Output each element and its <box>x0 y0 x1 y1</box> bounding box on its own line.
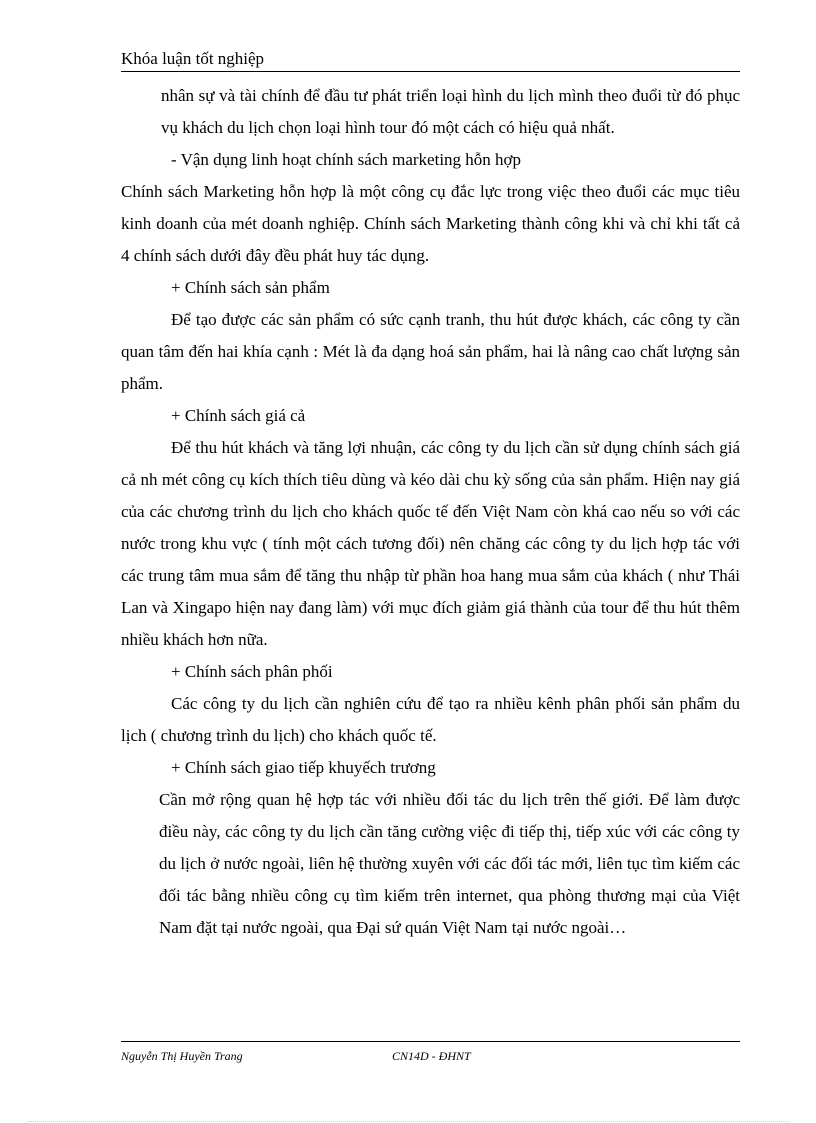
heading-promotion-policy: + Chính sách giao tiếp khuyếch trương <box>171 758 436 777</box>
page-header-title: Khóa luận tốt nghiệp <box>121 49 265 68</box>
paragraph-promotion-policy: Cần mở rộng quan hệ hợp tác với nhiều đối tác du lịch trên thế giới. Để làm được điều này, các công ty du lịch cần tăng cường việc đi tiếp thị, tiếp xúc với các công ty du lịch ở nước ngoài, liên hệ thường xuyên với các đối tác mới, liên tục tìm kiếm các đối tác bằng nhiều công cụ tìm kiếm trên internet, qua phòng thương mại của Việt Nam đặt tại nước ngoài, qua Đại sứ quán Việt Nam tại nước ngoài… <box>159 790 740 937</box>
heading-price-policy: + Chính sách giá cả <box>171 406 306 425</box>
paragraph-price-policy: Để thu hút khách và tăng lợi nhuận, các công ty du lịch cần sử dụng chính sách giá cả nh mét công cụ kích thích tiêu dùng và kéo dài chu kỳ sống của sản phẩm. Hiện nay giá của các chương trình du lịch cho khách quốc tế đến Việt Nam còn khá cao nếu so với các nước trong khu vực ( tính một cách tương đối) nên chăng các công ty du lịch hợp tác với các trung tâm mua sắm để tăng thu nhập từ phần hoa hang mua sắm của khách ( như Thái Lan và Xingapo hiện nay đang làm) với mục đích giảm giá thành của tour để thu hút thêm nhiều khách hơn nữa. <box>121 438 740 649</box>
document-body <box>121 80 740 944</box>
paragraph-marketing-mix: Chính sách Marketing hỗn hợp là một công cụ đắc lực trong việc theo đuổi các mục tiêu kinh doanh của mét doanh nghiệp. Chính sách Marketing thành công khi và chỉ khi tất cả 4 chính sách dưới đây đều phát huy tác dụng. <box>121 182 740 265</box>
header-divider <box>121 71 740 72</box>
paragraph-continuation: nhân sự và tài chính để đầu tư phát triển loại hình du lịch mình theo đuổi từ đó phục vụ khách du lịch chọn loại hình tour đó một cách có hiệu quả nhất. <box>161 86 740 137</box>
paragraph-distribution-policy: Các công ty du lịch cần nghiên cứu để tạo ra nhiều kênh phân phối sản phẩm du lịch ( chương trình du lịch) cho khách quốc tế. <box>121 694 740 745</box>
footer-author: Nguyễn Thị Huyền Trang <box>121 1049 243 1063</box>
page-bottom-edge <box>28 1121 788 1122</box>
footer-class-code: CN14D - ĐHNT <box>392 1049 471 1063</box>
heading-product-policy: + Chính sách sản phẩm <box>171 278 330 297</box>
section-heading-marketing-mix: - Vận dụng linh hoạt chính sách marketing hỗn hợp <box>171 150 522 169</box>
paragraph-product-policy: Để tạo được các sản phẩm có sức cạnh tranh, thu hút được khách, các công ty cần quan tâm đến hai khía cạnh : Mét là đa dạng hoá sản phẩm, hai là nâng cao chất lượng sản phẩm. <box>121 310 740 393</box>
heading-distribution-policy: + Chính sách phân phối <box>171 662 333 681</box>
footer-divider <box>121 1041 740 1042</box>
